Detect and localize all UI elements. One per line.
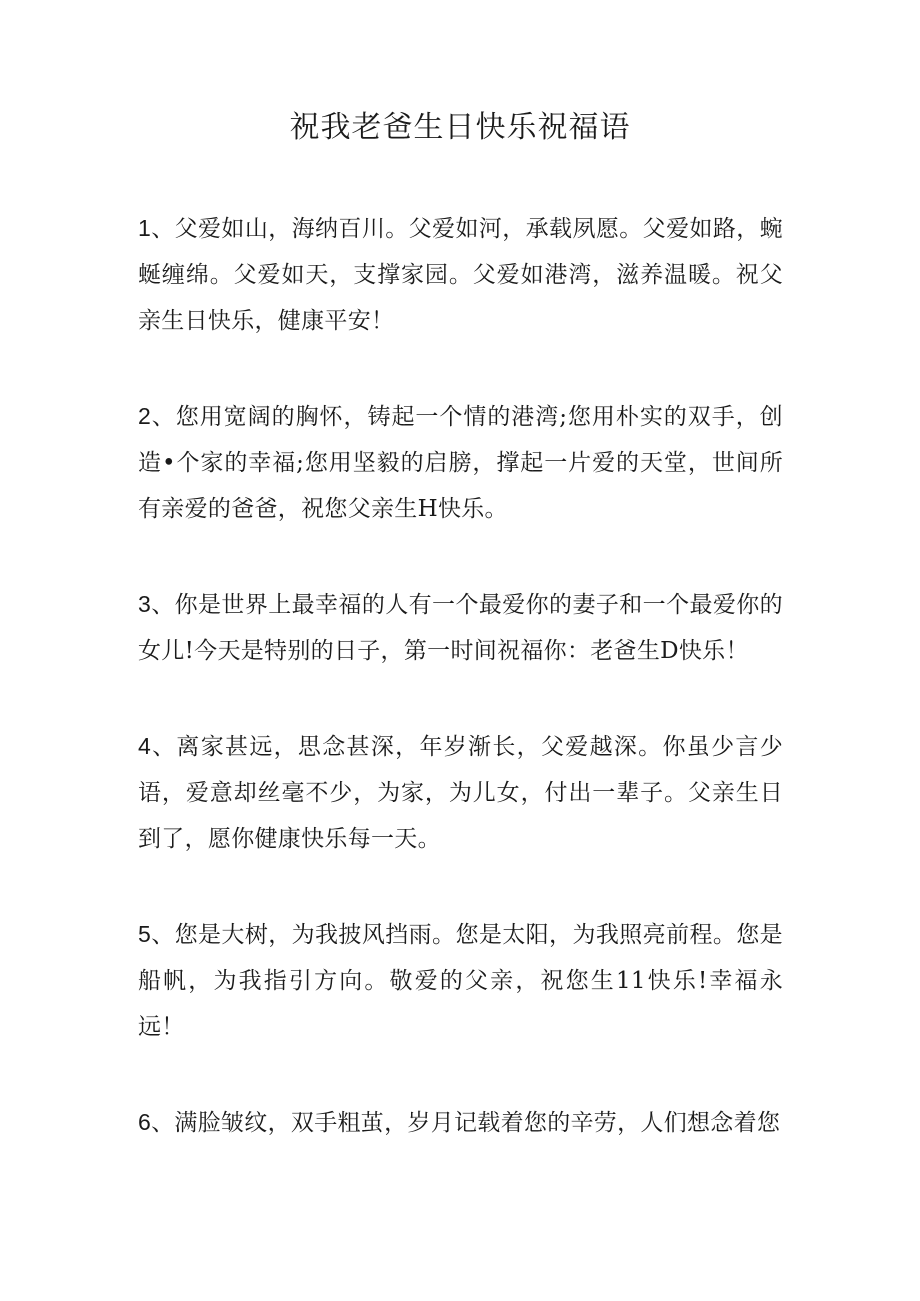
paragraph-separator: 、 <box>151 216 175 242</box>
paragraph-text: 父爱如山，海纳百川。父爱如河，承载夙愿。父爱如路，蜿蜒缠绵。父爱如天，支撑家园。父爱如港湾，滋养温暖。祝父亲生日快乐，健康平安！ <box>138 216 783 334</box>
paragraph-number: 2 <box>138 403 152 429</box>
paragraph-number: 4 <box>138 733 152 759</box>
paragraph-6 <box>138 1099 783 1146</box>
paragraph-separator: 、 <box>151 1110 175 1136</box>
paragraph-text: 您用宽阔的胸怀，铸起一个情的港湾;您用朴实的双手，创造•个家的幸福;您用坚毅的启膀，撑起一片爱的天堂，世间所有亲爱的爸爸，祝您父亲生H快乐。 <box>138 404 783 522</box>
paragraph-number: 3 <box>138 591 152 617</box>
paragraph-5 <box>138 911 783 1050</box>
paragraph-text: 你是世界上最幸福的人有一个最爱你的妻子和一个最爱你的女儿!今天是特别的日子，第一时间祝福你：老爸生D快乐！ <box>138 592 783 664</box>
paragraph-number: 6 <box>138 1109 152 1135</box>
paragraph-separator: 、 <box>151 922 175 948</box>
document-title: 祝我老爸生日快乐祝福语 <box>289 110 631 145</box>
paragraph-4 <box>138 723 783 862</box>
paragraph-separator: 、 <box>151 734 177 760</box>
paragraph-number: 1 <box>138 215 152 241</box>
paragraph-text: 满脸皱纹，双手粗茧，岁月记载着您的辛劳，人们想念着您 <box>174 1110 781 1136</box>
paragraph-separator: 、 <box>151 592 175 618</box>
paragraph-number: 5 <box>138 921 152 947</box>
paragraph-1 <box>138 205 783 344</box>
paragraph-2 <box>138 393 783 532</box>
paragraph-text: 离家甚远，思念甚深，年岁渐长，父爱越深。你虽少言少语，爱意却丝毫不少，为家，为儿女，付出一辈子。父亲生日到了，愿你健康快乐每一天。 <box>138 734 783 852</box>
paragraph-text: 您是大树，为我披风挡雨。您是太阳，为我照亮前程。您是船帆，为我指引方向。敬爱的父亲，祝您生11快乐!幸福永远！ <box>138 922 783 1040</box>
paragraph-3 <box>138 581 783 674</box>
paragraph-separator: 、 <box>151 404 176 430</box>
document-body <box>138 205 783 1195</box>
